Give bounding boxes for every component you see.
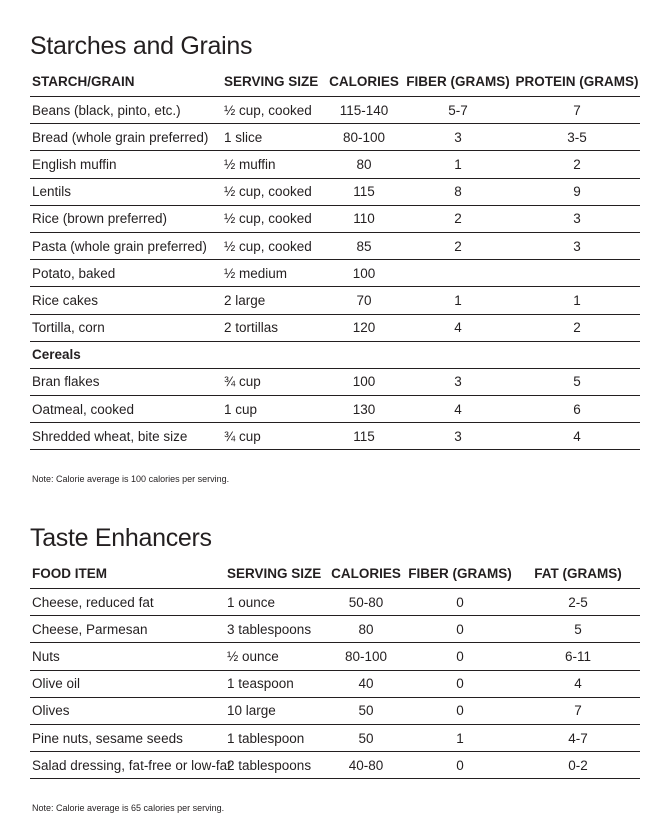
enhancers-title: Taste Enhancers bbox=[30, 524, 212, 552]
column-header: FIBER (GRAMS) bbox=[404, 558, 516, 589]
table-cell: 2-5 bbox=[516, 589, 640, 616]
table-row bbox=[30, 232, 640, 259]
column-header: FIBER (GRAMS) bbox=[402, 66, 514, 97]
table-cell: Cheese, reduced fat bbox=[30, 589, 225, 616]
table-cell: 80 bbox=[328, 616, 404, 643]
table-row bbox=[30, 670, 640, 697]
table-cell: 1 bbox=[402, 287, 514, 314]
table-row bbox=[30, 423, 640, 450]
table-cell: 130 bbox=[326, 396, 402, 423]
table-cell: 2 large bbox=[222, 287, 326, 314]
table-cell: 1 bbox=[402, 151, 514, 178]
table-cell: English muffin bbox=[30, 151, 222, 178]
table-cell: Salad dressing, fat-free or low-fat bbox=[30, 752, 225, 779]
table-cell: 115 bbox=[326, 178, 402, 205]
table-row bbox=[30, 616, 640, 643]
table-cell: 120 bbox=[326, 314, 402, 341]
column-header: CALORIES bbox=[328, 558, 404, 589]
table-cell: 80-100 bbox=[326, 124, 402, 151]
table-cell: Nuts bbox=[30, 643, 225, 670]
table-cell: 100 bbox=[326, 368, 402, 395]
column-header: FOOD ITEM bbox=[30, 558, 225, 589]
header-row bbox=[30, 558, 640, 589]
table-cell: 0 bbox=[404, 616, 516, 643]
table-cell: 4-7 bbox=[516, 724, 640, 751]
column-header: SERVING SIZE bbox=[222, 66, 326, 97]
table-cell: 6-11 bbox=[516, 643, 640, 670]
table-cell: 40-80 bbox=[328, 752, 404, 779]
table-cell: 50 bbox=[328, 724, 404, 751]
table-cell: Tortilla, corn bbox=[30, 314, 222, 341]
table-cell: 7 bbox=[516, 697, 640, 724]
column-header: FAT (GRAMS) bbox=[516, 558, 640, 589]
table-row bbox=[30, 287, 640, 314]
table-cell: ½ cup, cooked bbox=[222, 232, 326, 259]
table-cell: 3 bbox=[402, 368, 514, 395]
table-cell: 1 teaspoon bbox=[225, 670, 328, 697]
table-row bbox=[30, 589, 640, 616]
starches-note: Note: Calorie average is 100 calories per serving. bbox=[32, 474, 230, 485]
table-cell bbox=[402, 260, 514, 287]
starches-section bbox=[30, 30, 640, 484]
table-cell: ½ cup, cooked bbox=[222, 205, 326, 232]
table-cell: Shredded wheat, bite size bbox=[30, 423, 222, 450]
column-header: STARCH/GRAIN bbox=[30, 66, 222, 97]
subheader-row bbox=[30, 341, 640, 368]
table-cell: 4 bbox=[516, 670, 640, 697]
table-cell: Potato, baked bbox=[30, 260, 222, 287]
table-cell: 5-7 bbox=[402, 97, 514, 124]
table-cell: 2 bbox=[402, 205, 514, 232]
table-cell: Rice (brown preferred) bbox=[30, 205, 222, 232]
table-cell: 100 bbox=[326, 260, 402, 287]
table-cell: 115 bbox=[326, 423, 402, 450]
table-cell: Cheese, Parmesan bbox=[30, 616, 225, 643]
table-cell: 3-5 bbox=[514, 124, 640, 151]
table-cell: 1 cup bbox=[222, 396, 326, 423]
table-cell: 1 bbox=[514, 287, 640, 314]
table-cell: 3 bbox=[514, 232, 640, 259]
table-cell: Olives bbox=[30, 697, 225, 724]
table-row bbox=[30, 97, 640, 124]
table-row bbox=[30, 724, 640, 751]
table-cell: 10 large bbox=[225, 697, 328, 724]
table-cell: 4 bbox=[402, 396, 514, 423]
table-row bbox=[30, 314, 640, 341]
table-cell: 5 bbox=[516, 616, 640, 643]
table-cell: 2 tortillas bbox=[222, 314, 326, 341]
table-cell: ½ muffin bbox=[222, 151, 326, 178]
table-cell: Bread (whole grain preferred) bbox=[30, 124, 222, 151]
table-row bbox=[30, 260, 640, 287]
table-cell: Olive oil bbox=[30, 670, 225, 697]
table-cell: 80 bbox=[326, 151, 402, 178]
starches-table bbox=[30, 66, 640, 450]
table-row bbox=[30, 178, 640, 205]
table-cell: Pasta (whole grain preferred) bbox=[30, 232, 222, 259]
table-cell: Pine nuts, sesame seeds bbox=[30, 724, 225, 751]
cereals-subheader: Cereals bbox=[30, 341, 640, 368]
table-cell: 2 tablespoons bbox=[225, 752, 328, 779]
table-cell: ½ cup, cooked bbox=[222, 97, 326, 124]
table-cell: 50 bbox=[328, 697, 404, 724]
table-cell: Bran flakes bbox=[30, 368, 222, 395]
column-header: PROTEIN (GRAMS) bbox=[514, 66, 640, 97]
table-cell: 3 bbox=[402, 423, 514, 450]
enhancers-note: Note: Calorie average is 65 calories per serving. bbox=[32, 803, 225, 814]
table-cell: 0 bbox=[404, 643, 516, 670]
column-header: CALORIES bbox=[326, 66, 402, 97]
column-header: SERVING SIZE bbox=[225, 558, 328, 589]
table-cell: ½ cup, cooked bbox=[222, 178, 326, 205]
table-cell: ½ medium bbox=[222, 260, 326, 287]
table-cell: 3 bbox=[402, 124, 514, 151]
table-cell: 0 bbox=[404, 752, 516, 779]
table-cell: 3 tablespoons bbox=[225, 616, 328, 643]
table-cell: 0 bbox=[404, 670, 516, 697]
table-cell: 2 bbox=[514, 151, 640, 178]
table-cell: Lentils bbox=[30, 178, 222, 205]
table-cell: 1 bbox=[404, 724, 516, 751]
table-row bbox=[30, 752, 640, 779]
table-cell: 3 bbox=[514, 205, 640, 232]
table-cell: 2 bbox=[514, 314, 640, 341]
table-cell: 7 bbox=[514, 97, 640, 124]
table-row bbox=[30, 643, 640, 670]
table-row bbox=[30, 368, 640, 395]
table-cell: 80-100 bbox=[328, 643, 404, 670]
table-cell: 0-2 bbox=[516, 752, 640, 779]
table-cell: 4 bbox=[514, 423, 640, 450]
table-row bbox=[30, 396, 640, 423]
table-cell: 4 bbox=[402, 314, 514, 341]
header-row bbox=[30, 66, 640, 97]
table-cell: 0 bbox=[404, 697, 516, 724]
table-row bbox=[30, 697, 640, 724]
enhancers-section bbox=[30, 522, 640, 813]
table-cell: 6 bbox=[514, 396, 640, 423]
table-cell: 40 bbox=[328, 670, 404, 697]
table-cell: 110 bbox=[326, 205, 402, 232]
table-cell bbox=[514, 260, 640, 287]
table-cell: 8 bbox=[402, 178, 514, 205]
table-cell: ½ ounce bbox=[225, 643, 328, 670]
table-cell: 5 bbox=[514, 368, 640, 395]
table-row bbox=[30, 124, 640, 151]
table-cell: 1 tablespoon bbox=[225, 724, 328, 751]
table-cell: Oatmeal, cooked bbox=[30, 396, 222, 423]
table-cell: 50-80 bbox=[328, 589, 404, 616]
table-cell: Beans (black, pinto, etc.) bbox=[30, 97, 222, 124]
starches-title: Starches and Grains bbox=[30, 32, 253, 60]
table-cell: ¾ cup bbox=[222, 368, 326, 395]
table-cell: 115-140 bbox=[326, 97, 402, 124]
enhancers-table bbox=[30, 558, 640, 779]
table-cell: 0 bbox=[404, 589, 516, 616]
table-cell: 9 bbox=[514, 178, 640, 205]
table-cell: 70 bbox=[326, 287, 402, 314]
table-cell: 1 slice bbox=[222, 124, 326, 151]
table-cell: ¾ cup bbox=[222, 423, 326, 450]
table-cell: Rice cakes bbox=[30, 287, 222, 314]
table-cell: 85 bbox=[326, 232, 402, 259]
table-cell: 1 ounce bbox=[225, 589, 328, 616]
table-row bbox=[30, 151, 640, 178]
table-row bbox=[30, 205, 640, 232]
table-cell: 2 bbox=[402, 232, 514, 259]
